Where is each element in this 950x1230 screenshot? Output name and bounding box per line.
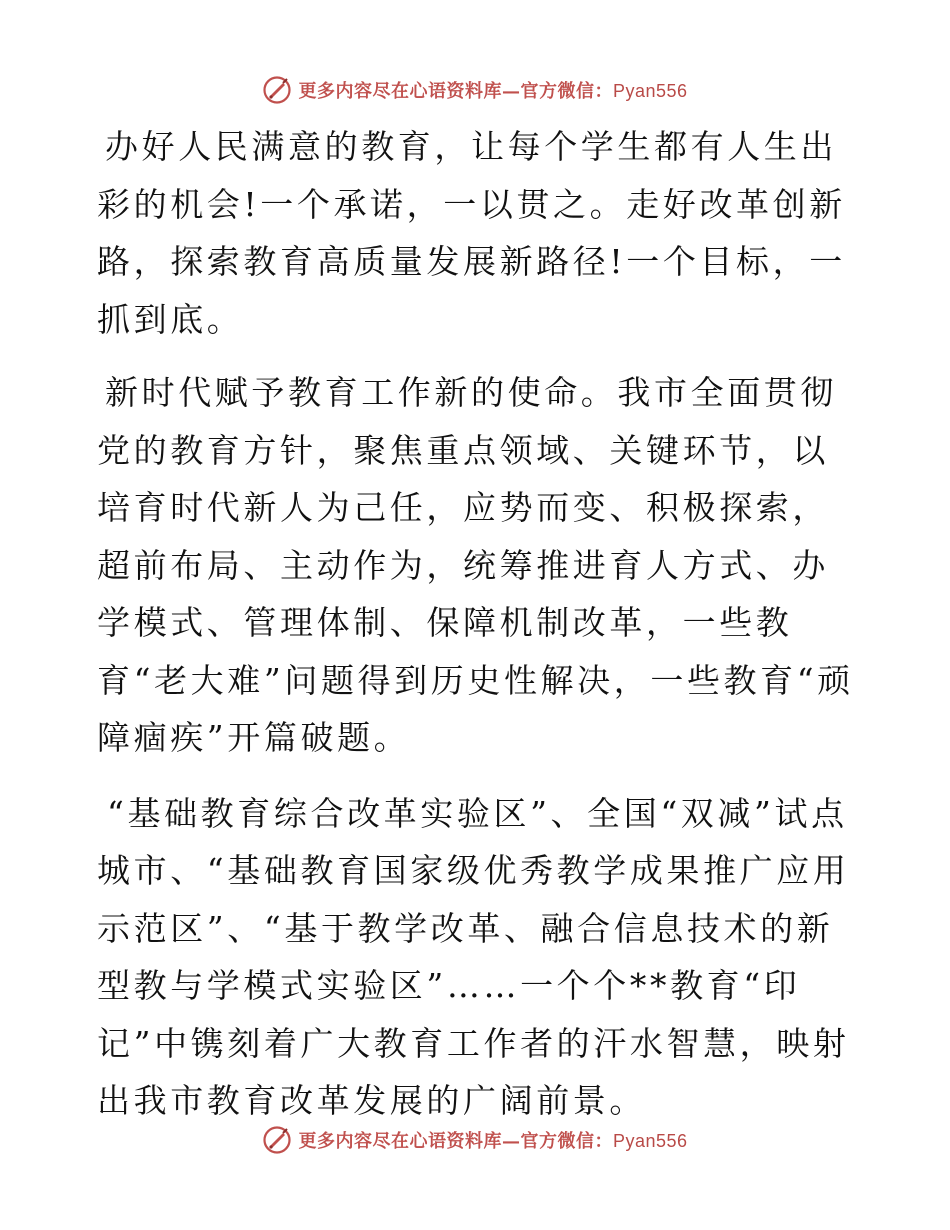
quill-pen-logo-icon bbox=[262, 75, 292, 105]
header-banner bbox=[0, 70, 950, 110]
footer-banner bbox=[0, 1120, 950, 1160]
footer-banner-text bbox=[298, 1127, 687, 1153]
paragraph-3: “基础教育综合改革实验区”、全国“双减”试点城市、“基础教育国家级优秀教学成果推广应用示范区”、“基于教学改革、融合信息技术的新型教与学模式实验区”……一个个**教育“印记”中镌刻着广大教育工作者的汗水智慧，映射出我市教育改革发展的广阔前景。 bbox=[97, 793, 850, 1120]
paragraph-2: 新时代赋予教育工作新的使命。我市全面贯彻党的教育方针，聚焦重点领域、关键环节，以培育时代新人为己任，应势而变、积极探索，超前布局、主动作为，统筹推进育人方式、办学模式、管理体制、保障机制改革，一些教育“老大难”问题得到历史性解决，一些教育“顽障痼疾”开篇破题。 bbox=[97, 373, 854, 757]
footer-wechat-id: Pyan556 bbox=[612, 1131, 688, 1151]
header-banner-label: 更多内容尽在心语资料库—官方微信： bbox=[298, 81, 613, 102]
footer-banner-label: 更多内容尽在心语资料库—官方微信： bbox=[298, 1131, 613, 1152]
header-wechat-id: Pyan556 bbox=[612, 81, 688, 101]
quill-pen-logo-icon bbox=[262, 1125, 292, 1155]
document-body bbox=[97, 118, 857, 1146]
header-banner-text bbox=[298, 77, 687, 103]
paragraph-1: 办好人民满意的教育，让每个学生都有人生出彩的机会!一个承诺，一以贯之。走好改革创新路，探索教育高质量发展新路径!一个目标，一抓到底。 bbox=[97, 127, 846, 339]
